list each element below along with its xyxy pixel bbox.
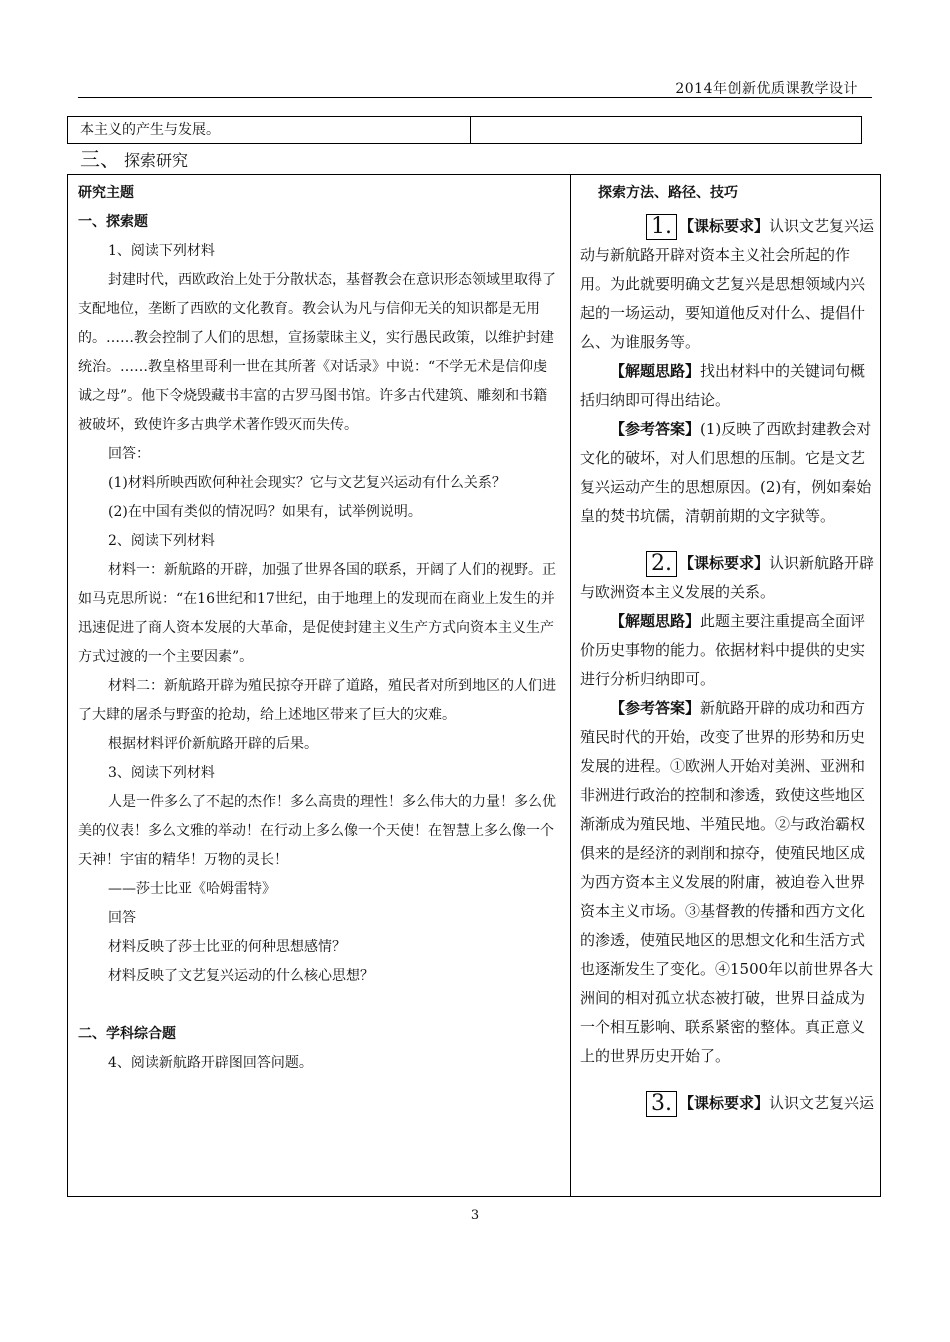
block2-req-label: 【课标要求】 [678,554,769,572]
section-title: 探索研究 [124,151,189,170]
block1-ans-text: (1)反映了西欧封建教会对文化的破坏，对人们思想的压制。它是文艺复兴运动产生的思想原因。(2)有，例如秦始皇的焚书坑儒，清朝前期的文字狱等。 [580,420,872,525]
block1-number: 1. [646,214,677,240]
section-number: 三、 [80,147,120,171]
spacer [580,1071,874,1085]
block2-idea-label: 【解题思路】 [610,612,701,630]
block2-idea [580,607,874,694]
q1-text: 封建时代，西欧政治上处于分散状态，基督教会在意识形态领域里取得了支配地位，垄断了西欧的文化教育。教会认为凡与信仰无关的知识都是无用的。……教会控制了人们的思想，宣扬蒙昧主义，实行愚民政策，以维护封建统治。……教皇格里哥利一世在其所著《对话录》中说：“不学无术是信仰虔诚之母”。他下令烧毁藏书丰富的古罗马图书馆。许多古代建筑、雕刻和书籍被破坏，致使许多古典学术著作毁灭而失传。 [78,272,556,433]
spacer [580,531,874,545]
block2-ans-text: 新航路开辟的成功和西方殖民时代的开始，改变了世界的形势和历史发展的进程。①欧洲人开始对美洲、亚洲和非洲进行政治的控制和渗透，致使这些地区渐渐成为殖民地、半殖民地。②与政治霸权俱来的是经济的剥削和掠夺，使殖民地区成为西方资本主义发展的附庸，被迫卷入世界资本主义市场。③基督教的传播和西方文化的渗透，使殖民地区的思想文化和生活方式也逐渐发生了变化。④1500年以前世界各大洲间的相对孤立状态被打破，世界日益成为一个相互影响、联系紧密的整体。真正意义上的世界历史开始了。 [580,699,874,1065]
header-rule [78,97,872,98]
q4-title: 4、阅读新航路开辟图回答问题。 [108,1055,313,1071]
header-title: 2014年创新优质课教学设计 [675,81,858,97]
block2-answer [580,694,874,1071]
block3-requirement-line [580,1089,874,1118]
block3-number: 3. [646,1091,677,1117]
block1-idea-label: 【解题思路】 [610,362,701,380]
block2-req-first: 认识新航路开辟 [768,554,874,572]
left-heading: 研究主题 [78,185,134,201]
q2-title: 2、阅读下列材料 [108,533,215,549]
block2-idea-text: 此题主要注重提高全面评价历史事物的能力。依据材料中提供的史实进行分析归纳即可。 [580,612,866,688]
block1-req-first: 认识文艺复兴运 [768,217,874,235]
q3-text: 人是一件多么了不起的杰作！多么高贵的理性！多么伟大的力量！多么优美的仪表！多么文雅的举动！在行动上多么像一个天使！在智慧上多么像一个天神！宇宙的精华！万物的灵长！ [78,794,556,868]
top-table-cell-1: 本主义的产生与发展。 [68,117,471,143]
top-table-cell-2 [471,117,861,143]
q3-title: 3、阅读下列材料 [108,765,215,781]
page-number: 3 [470,1208,480,1223]
main-table [67,174,881,1197]
block3-req-first: 认识文艺复兴运 [768,1094,874,1112]
part2-title: 二、学科综合题 [78,1026,176,1042]
block1-requirement-line [580,212,874,241]
q2-question: 根据材料评价新航路开辟的后果。 [108,736,318,752]
column-divider [570,175,571,1196]
spacer [78,991,560,1020]
block3-req-label: 【课标要求】 [678,1094,769,1112]
block1-answer [580,415,874,531]
q2-material-1: 材料一：新航路的开辟，加强了世界各国的联系，开阔了人们的视野。正如马克思所说：“在16世纪和17世纪，由于地理上的发现而在商业上发生的并迅速促进了商人资本发展的大革命，是促使封建主义生产方式向资本主义生产方式过渡的一个主要因素”。 [78,562,556,665]
block1-req-label: 【课标要求】 [678,217,769,235]
block2-requirement-line [580,549,874,578]
section-heading [80,146,188,174]
left-column [78,179,560,1078]
q1-question-1: (1)材料所映西欧何种社会现实？它与文艺复兴运动有什么关系？ [108,475,506,491]
part1-title: 一、探索题 [78,214,148,230]
right-column [580,179,874,1118]
q3-source: ——莎士比亚《哈姆雷特》 [108,881,276,897]
block2-req-rest: 与欧洲资本主义发展的关系。 [580,583,776,601]
q2-material-2: 材料二：新航路开辟为殖民掠夺开辟了道路，殖民者对所到地区的人们进了大肆的屠杀与野蛮的抢劫，给上述地区带来了巨大的灾难。 [78,678,556,723]
q1-question-2: (2)在中国有类似的情况吗？如果有，试举例说明。 [108,504,422,520]
top-table [67,116,862,144]
q3-question-2: 材料反映了文艺复兴运动的什么核心思想？ [108,968,374,984]
q1-title: 1、阅读下列材料 [108,243,215,259]
block1-ans-label: 【参考答案】 [610,420,701,438]
block2-number: 2. [646,551,677,577]
q3-question-1: 材料反映了莎士比亚的何种思想感情？ [108,939,346,955]
block1-idea-text: 找出材料中的关键词句概括归纳即可得出结论。 [580,362,866,409]
block1-idea [580,357,874,415]
block2-ans-label: 【参考答案】 [610,699,701,717]
block1-req-rest: 动与新航路开辟对资本主义社会所起的作用。为此就要明确文艺复兴是思想领域内兴起的一场运动，要知道他反对什么、提倡什么、为谁服务等。 [580,246,866,351]
q1-answer-label: 回答： [108,446,150,462]
right-heading: 探索方法、路径、技巧 [598,185,738,201]
q3-answer-label: 回答 [108,910,136,926]
